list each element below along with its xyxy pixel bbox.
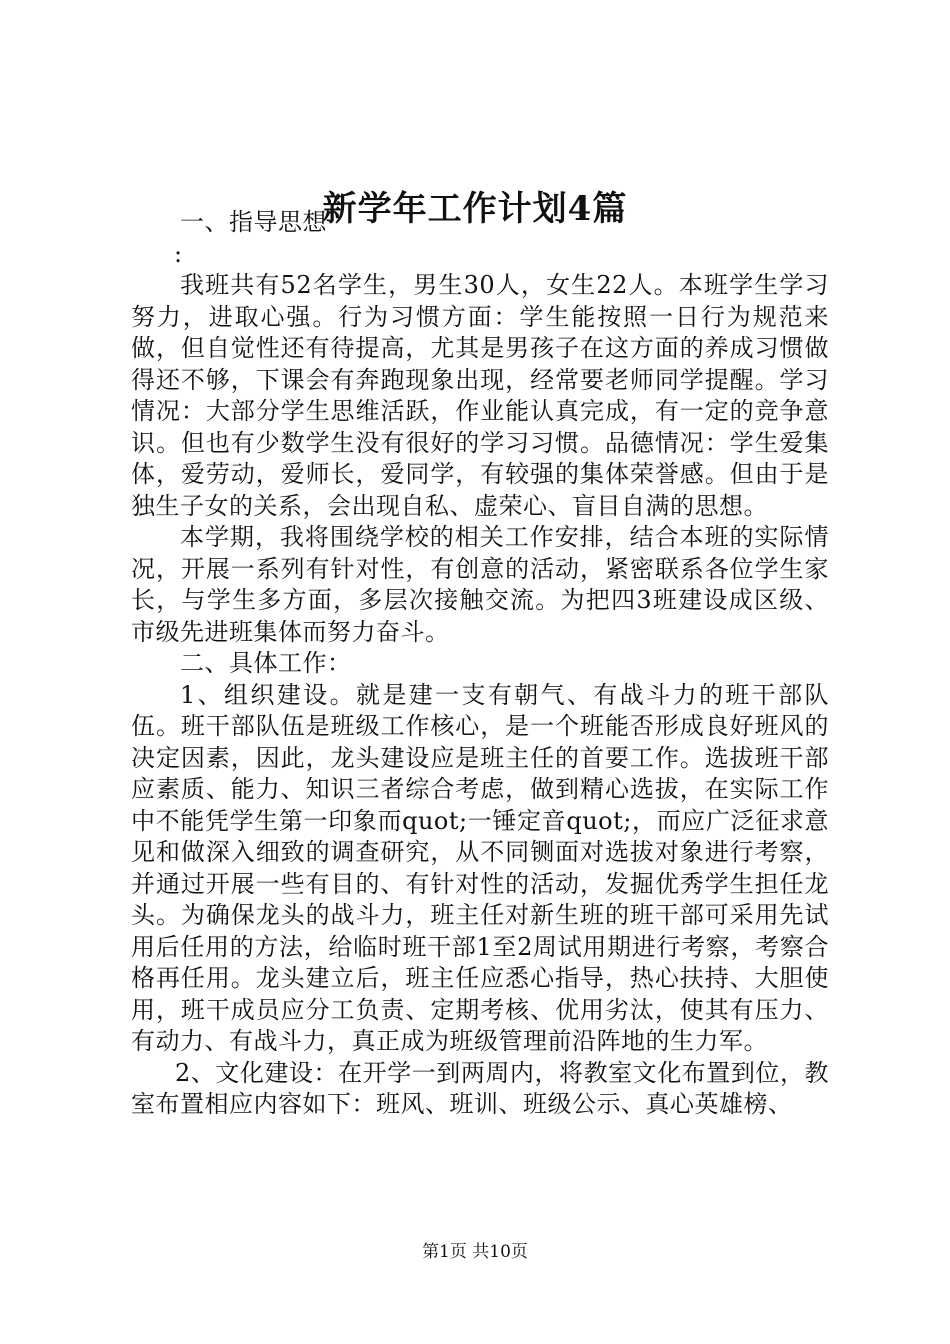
- page-footer: 第1页 共10页: [422, 1242, 528, 1262]
- paragraph-culture-building: 2、文化建设：在开学一到两周内，将教室文化布置到位，教室布置相应内容如下：班风、班训、班级公示、真心英雄榜、: [131, 1058, 829, 1118]
- paragraph-semester-plan: 本学期，我将围绕学校的相关工作安排，结合本班的实际情况，开展一系列有针对性，有创意的活动，紧密联系各位学生家长，与学生多方面，多层次接触交流。为把四3班建设成区级、市级先进班集体而努力奋斗。: [131, 523, 829, 646]
- paragraph-organization-building: 1、组织建设。就是建一支有朝气、有战斗力的班干部队伍。班干部队伍是班级工作核心，是一个班能否形成良好班风的决定因素，因此，龙头建设应是班主任的首要工作。选拔班干部应素质、能力、知识三者综合考虑，做到精心选拔，在实际工作中不能凭学生第一印象而quot;一锤定音quot;，而应广泛征求意见和做深入细致的调查研究，从不同铡面对选拔对象进行考察，并通过开展一些有目的、有针对性的活动，发掘优秀学生担任龙头。为确保龙头的战斗力，班主任对新生班的班干部可采用先试用后任用的方法，给临时班干部1至2周试用期进行考察，考察合格再任用。龙头建立后，班主任应悉心指导，热心扶持、大胆使用，班干成员应分工负责、定期考核、优用劣汰，使其有压力、有动力、有战斗力，真正成为班级管理前沿阵地的生力军。: [131, 680, 829, 1055]
- section-heading-specific-work: 二、具体工作：: [180, 649, 352, 677]
- document-title: 新学年工作计划4篇: [322, 189, 628, 229]
- colon-line: :: [174, 239, 183, 268]
- section-heading-guiding-ideology: 一、指导思想: [180, 208, 327, 236]
- paragraph-class-situation: 我班共有52名学生，男生30人，女生22人。本班学生学习努力，进取心强。行为习惯方面：学生能按照一日行为规范来做，但自觉性还有待提高，尤其是男孩子在这方面的养成习惯做得还不够，下课会有奔跑现象出现，经常要老师同学提醒。学习情况：大部分学生思维活跃，作业能认真完成，有一定的竞争意识。但也有少数学生没有很好的学习习惯。品德情况：学生爱集体，爱劳动，爱师长，爱同学，有较强的集体荣誉感。但由于是独生子女的关系，会出现自私、虚荣心、盲目自满的思想。: [131, 271, 829, 520]
- document-body: [131, 207, 829, 1121]
